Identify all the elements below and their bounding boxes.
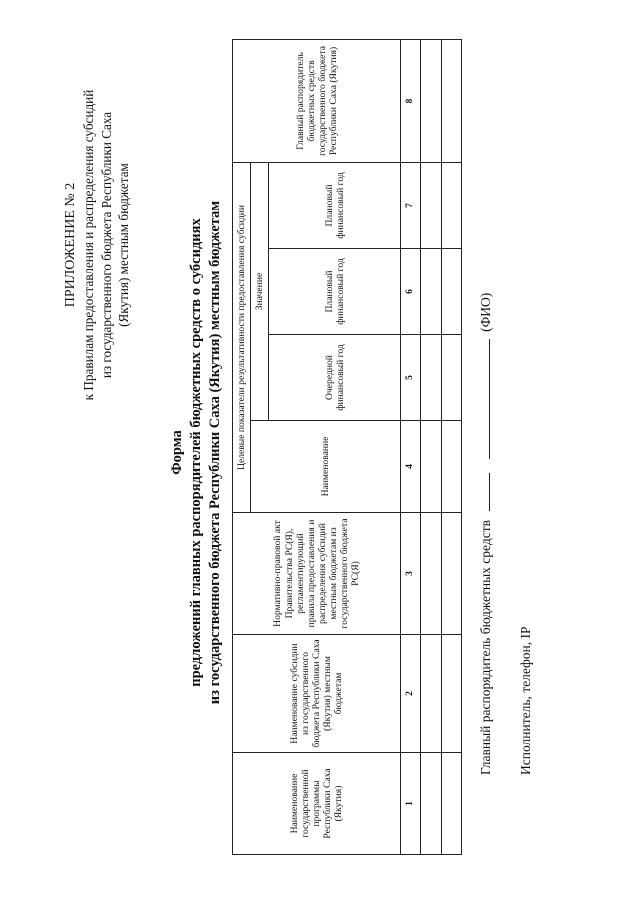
header-indicators-group: Целевые показатели результативности предоставления субсидии [233,162,251,512]
header-subsidy: Наименование субсидии из государственного бюджета Республики Саха (Якутия) местным бюджетам [233,635,401,753]
executor-line [518,626,534,775]
table-cell [441,162,461,248]
table-cell [441,39,461,162]
appendix-number: ПРИЛОЖЕНИЕ № 2 [63,182,78,308]
signature-underline [489,473,490,511]
header-normative-act: Нормативно-правовой акт Правительства РС(Я), регламентирующий правила предоставления и распределения субсидий местным бюджетам из государственного бюджета РС(Я) [233,513,401,635]
table-cell [421,635,441,753]
manager-signature-line [478,293,494,775]
appendix-line: к Правилам предоставления и распределения субсидий [81,89,97,401]
table-cell [441,249,461,335]
table-row [441,39,461,854]
header-plan-year-1: Плановый финансовый год [269,249,401,335]
header-program: Наименование государственной программы Республики Саха (Якутия) [233,753,401,855]
table-cell [421,513,441,635]
column-number: 2 [401,635,421,753]
column-number: 4 [401,421,421,513]
table-row [421,39,441,854]
appendix-line: (Якутия) местным бюджетам [116,163,132,327]
header-next-year: Очередной финансовый год [269,335,401,421]
table-cell [421,335,441,421]
table-cell [441,421,461,513]
name-underline [489,339,490,459]
table-cell [421,162,441,248]
table-cell [421,249,441,335]
table-cell [421,39,441,162]
subsidy-proposals-table [232,40,462,855]
appendix-line: из государственного бюджета Республики Саха [98,111,114,379]
form-title-line: из государственного бюджета Республики Саха (Якутия) местным бюджетам [207,200,223,705]
table-cell [441,753,461,855]
column-number: 7 [401,162,421,248]
header-administrator: Главный распорядитель бюджетных средств государственного бюджета Республики Саха (Якутия) [233,39,401,162]
table-cell [441,635,461,753]
header-indicator-name: Наименование [251,421,401,513]
column-number: 1 [401,753,421,855]
table-cell [441,335,461,421]
column-number: 6 [401,249,421,335]
header-value-group: Значение [251,162,269,420]
fio-label: (ФИО) [478,292,493,332]
table-cell [421,753,441,855]
table-cell [421,421,441,513]
form-word: Форма [169,430,185,475]
header-plan-year-2: Плановый финансовый год [269,162,401,248]
column-number: 5 [401,335,421,421]
column-number: 8 [401,39,421,162]
executor-label: Исполнитель, телефон, IP [518,626,533,775]
appendix-block [62,60,133,430]
column-number: 3 [401,513,421,635]
form-title-line: предложений главных распорядителей бюджетных средств о субсидиях [188,218,204,687]
manager-label: Главный распорядитель бюджетных средств [478,520,493,775]
table-cell [441,513,461,635]
